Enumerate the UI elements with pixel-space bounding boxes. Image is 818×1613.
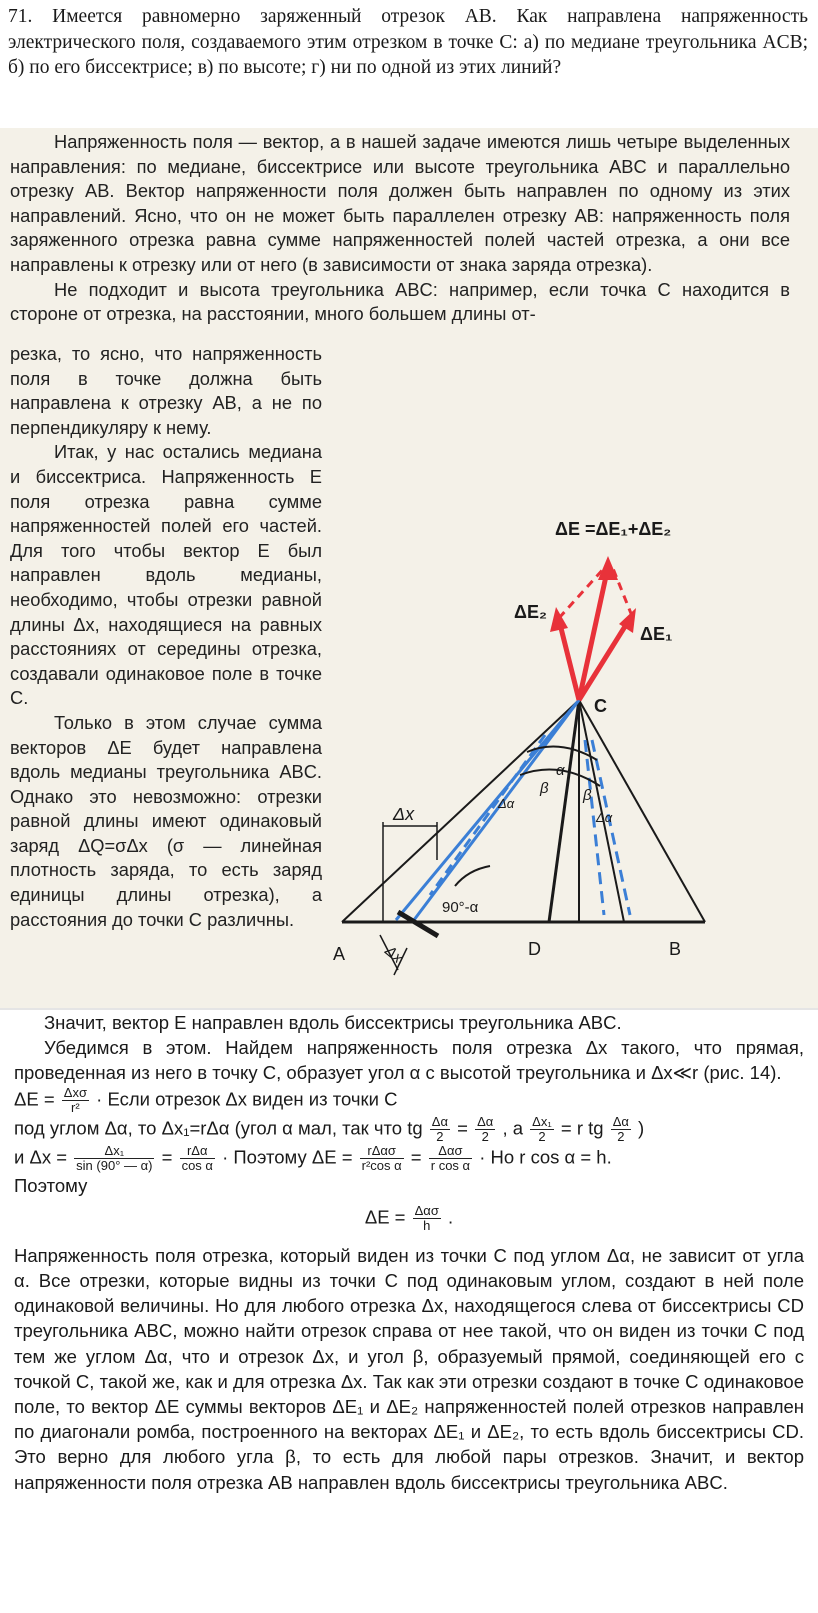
solution-column: [10, 342, 322, 932]
red-vectors: [550, 556, 636, 700]
dx-bracket-top: [383, 822, 437, 922]
m3-frac-d: $\frac{\text{Δασ}}{\text{r cos α}}$: [430, 1143, 471, 1173]
label-b: B: [669, 939, 682, 959]
solution-para1-text: Напряженность поля — вектор, а в нашей задаче имеются лишь четыре выделенных направления: по медиане, биссектрисе или высоте треугольника ABC и параллельно отрезку AB. Вектор напряженности поля должен быть направлен по одному из этих направлений. Ясно, что он не может быть параллелен отрезку AB: напряженность поля заряженного отрезка равна сумме напряженностей полей частей отрезка, а они все направлены к отрезку или от него (в зависимости от знака заряда отрезка).: [10, 131, 790, 275]
label-dx-bottom: Δx: [381, 942, 406, 967]
m3-eq: =: [161, 1146, 173, 1167]
m3-frac-a: $\frac{\text{Δx₁}}{\sin (90^\circ — \alpha)}$: [76, 1143, 153, 1173]
m2-frac-d: $\frac{\Delta\alpha}{2}$: [612, 1114, 629, 1144]
solution-para2-text: Не подходит и высота треугольника ABC: например, если точка C находится в стороне от отрезка, на расстоянии, много большем длины от-: [10, 278, 790, 325]
m3-post: · Но r cos α = h.: [479, 1146, 612, 1167]
lower-line-1: Значит, вектор E направлен вдоль биссектрисы треугольника ABC.: [44, 1012, 622, 1033]
final-paragraph: Напряженность поля отрезка, который виден из точки C под углом Δα, не зависит от угла α. Все отрезки, которые видны из точки C под одинаковым углом, создают в ней поле одинаковой величины. Но для любого отрезка Δx, находящегося слева от биссектрисы CD треугольника ABC, можно найти отрезок справа от нее такой, что он виден из точки C под тем же углом Δα, что и отрезок Δx, и угол β, образуемый прямой, соединяющей его с точкой C, такой же, как и для отрезка Δx. Так как эти отрезки создают в точке C одинаковое поле, то вектор ΔE суммы векторов ΔE₁ и ΔE₂ напряженностей полей отрезков направлен по диагонали ромба, построенного на векторах ΔE₁ и ΔE₂, то есть вдоль биссектрисы CD. Это верно для любого угла β, то есть для любой пары отрезков. Значит, и вектор напряженности поля отрезка AB направлен вдоль биссектрисы треугольника ABC.: [14, 1244, 804, 1493]
m1-pre: ΔE =: [14, 1088, 55, 1109]
math-row-1: [14, 1086, 804, 1115]
m2-frac-c: $\frac{\text{Δx₁}}{2}$: [532, 1114, 552, 1144]
lower-line-2: Убедимся в этом. Найдем напряженность поля отрезка Δx такого, что прямая, проведенная из него в точку C, образует угол α с высотой треугольника и Δx≪r (рис. 14).: [14, 1037, 804, 1084]
label-a: A: [333, 944, 346, 964]
m2-eq: =: [457, 1117, 468, 1138]
label-angle: 90°-α: [442, 899, 479, 916]
label-e2: ΔE₂: [514, 602, 547, 622]
m4-pre: ΔE =: [364, 1206, 406, 1228]
label-beta-2: β: [583, 787, 592, 804]
figure-14: [330, 505, 810, 1005]
solution-para3-text: Итак, у нас остались медиана и биссектриса. Напряженность E поля отрезка равна сумме напряженностей полей его частей. Для того чтобы вектор E был направлен вдоль медианы, необходимо, чтобы отрезки равной длины Δx, находящиеся на равных расстояниях от середины отрезка, создавали одинаковое поле в точке C.: [10, 441, 322, 709]
m2-pre: под углом Δα, то Δx₁=rΔα (угол α мал, так что tg: [14, 1117, 423, 1138]
label-e1: ΔE₁: [640, 624, 673, 644]
m1-post: · Если отрезок Δx виден из точки C: [96, 1088, 398, 1109]
m3-frac-b: $\frac{\text{rΔα}}{\text{cos α}}$: [181, 1143, 213, 1173]
m4-post: .: [448, 1206, 454, 1228]
m3-mid: · Поэтому ΔE =: [222, 1146, 353, 1167]
solution-para4-text: Только в этом случае сумма векторов ΔE будет направлена вдоль медианы треугольника ABC. Однако это невозможно: отрезки равной длины имеют одинаковый заряд ΔQ=σΔx (σ — линейная плотность заряда, то есть заряд единицы длины отрезка), а расстояния до точки C различны.: [10, 711, 322, 930]
label-d: D: [528, 939, 541, 959]
m3-frac-c: $\frac{\text{rΔασ}}{\text{r²cos α}}$: [361, 1143, 402, 1173]
m2-frac-a: $\frac{\Delta\alpha}{2}$: [431, 1114, 448, 1144]
side-ac: [342, 700, 579, 922]
m4-frac: $\frac{\text{Δασ}}{h}$: [414, 1202, 439, 1233]
label-beta-1: β: [540, 780, 549, 797]
math-row-4: [14, 1204, 804, 1233]
problem-statement: [8, 4, 808, 124]
math-row-3: [14, 1144, 804, 1173]
solution-paragraph-1: [10, 130, 790, 327]
math-row-2: [14, 1115, 804, 1144]
label-dalpha-2: Δα: [596, 810, 613, 825]
solution-para2-col-text: резка, то ясно, что напряженность поля в точке должна быть направлена к отрезку AB, а не по перпендикуляру к нему.: [10, 343, 322, 438]
m3-pre: и Δx =: [14, 1146, 68, 1167]
label-dalpha-1: Δα: [498, 796, 515, 811]
therefore-line: Поэтому: [14, 1174, 88, 1196]
label-alpha: α: [556, 762, 565, 779]
m2-mid: , а: [502, 1117, 524, 1138]
m2-close: ): [638, 1117, 645, 1138]
m1-frac: $\frac{\text{Δxσ}}{\text{r²}}$: [63, 1085, 87, 1115]
label-dx-top: Δx: [393, 804, 415, 824]
m2-frac-b: $\frac{\Delta\alpha}{2}$: [477, 1114, 494, 1144]
blue-rays-left: [396, 700, 579, 920]
label-sum-vector: ΔE =ΔE₁+ΔE₂: [555, 519, 672, 539]
label-c: C: [594, 696, 607, 716]
m2-eq2: = r tg: [560, 1117, 604, 1138]
problem-text: 71. Имеется равномерно заряженный отрезок AB. Как направлена напряженность электрического поля, создаваемого этим отрезком в точке C: а) по медиане треугольника ACB; б) по его биссектрисе; в) по высоте; г) ни по одной из этих линий?: [8, 6, 808, 78]
lower-text: [14, 1010, 804, 1495]
m3-eq2: =: [410, 1146, 422, 1167]
